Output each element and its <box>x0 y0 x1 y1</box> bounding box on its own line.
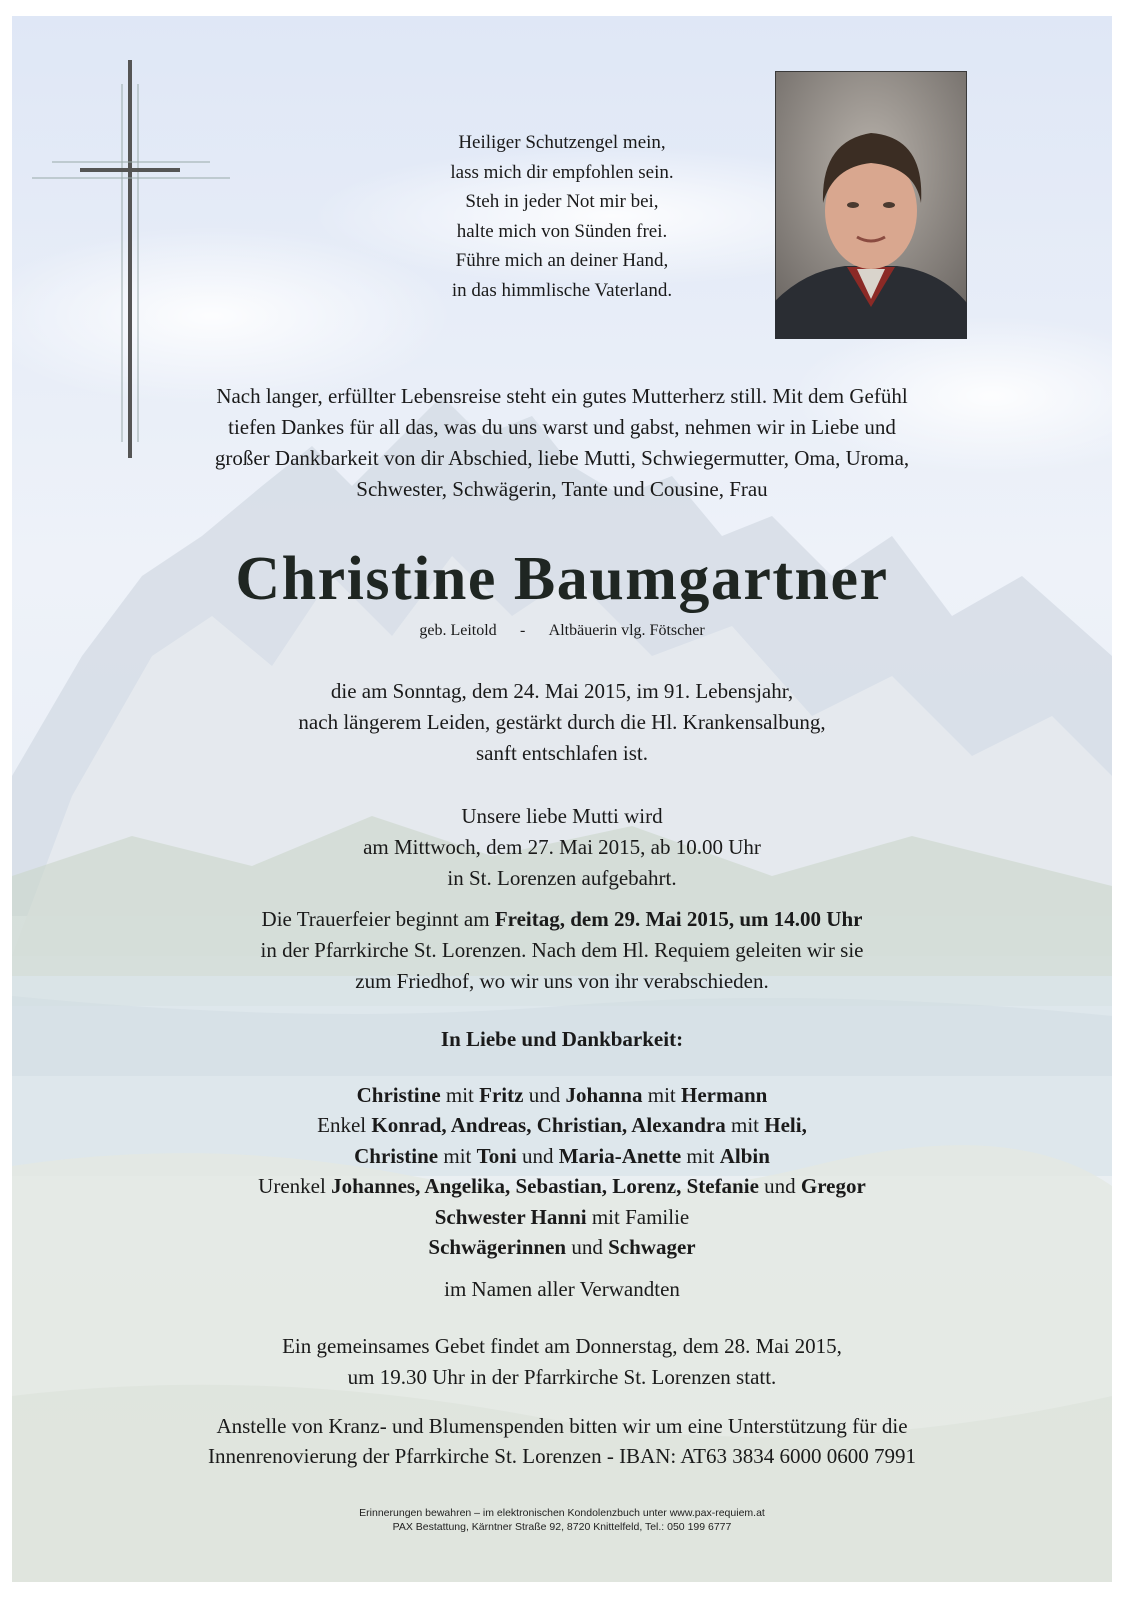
prayer-line: Steh in jeder Not mir bei, <box>465 191 659 213</box>
family-line <box>12 1171 1112 1201</box>
family-name: Christine <box>356 1083 441 1107</box>
viewing-line: am Mittwoch, dem 27. Mai 2015, ab 10.00 Uhr <box>363 835 761 859</box>
family-connector: und <box>758 1174 801 1199</box>
viewing-line: in St. Lorenzen aufgebahrt. <box>447 866 677 890</box>
family-name: Hermann <box>681 1083 768 1107</box>
family-line <box>12 1080 1112 1110</box>
family-connector: Urenkel <box>258 1174 332 1199</box>
family-name: Johanna <box>565 1083 643 1107</box>
funeral-prefix: Die Trauerfeier beginnt am <box>261 907 495 931</box>
prayer-gathering <box>12 1331 1112 1393</box>
family-connector: mit <box>440 1083 480 1107</box>
prayer-line: Heiliger Schutzengel mein, <box>458 132 666 153</box>
family-name: Fritz <box>479 1083 524 1107</box>
family-connector: mit Familie <box>586 1204 690 1229</box>
intro-line: Schwester, Schwägerin, Tante und Cousine, Frau <box>356 477 768 501</box>
footer <box>12 1506 1112 1534</box>
family-name: Albin <box>719 1143 770 1168</box>
family-list <box>12 1080 1112 1262</box>
intro-line: tiefen Dankes für all das, was du uns warst und gabst, nehmen wir in Liebe und <box>228 415 896 439</box>
deceased-name: Christine Baumgartner <box>235 545 889 613</box>
family-name: Heli, <box>764 1113 807 1138</box>
family-connector: mit <box>438 1143 477 1168</box>
separator: - <box>520 622 526 639</box>
birth-occupation <box>12 620 1112 642</box>
family-line <box>12 1110 1112 1140</box>
prayer-gathering-line: um 19.30 Uhr in der Pfarrkirche St. Lorenzen statt. <box>347 1365 777 1389</box>
footer-line: PAX Bestattung, Kärntner Straße 92, 8720 Knittelfeld, Tel.: 050 199 6777 <box>392 1521 732 1533</box>
family-name: Christine <box>354 1143 439 1168</box>
viewing-notice <box>12 801 1112 894</box>
prayer-line: lass mich dir empfohlen sein. <box>450 161 674 183</box>
death-notice <box>12 676 1112 769</box>
family-name: Toni <box>476 1143 517 1168</box>
funeral-notice <box>12 904 1112 997</box>
intro-line: großer Dankbarkeit von dir Abschied, liebe Mutti, Schwiegermutter, Oma, Uroma, <box>214 446 910 470</box>
funeral-line: in der Pfarrkirche St. Lorenzen. Nach dem Hl. Requiem geleiten wir sie <box>260 938 864 962</box>
intro-line: Nach langer, erfüllter Lebensreise steht ein gutes Mutterherz still. Mit dem Gefühl <box>216 384 908 408</box>
death-line: nach längerem Leiden, gestärkt durch die Hl. Krankensalbung, <box>298 710 826 734</box>
family-name: Maria-Anette <box>558 1143 682 1168</box>
prayer-gathering-line: Ein gemeinsames Gebet findet am Donnerstag, dem 28. Mai 2015, <box>282 1334 842 1358</box>
thanks-heading: In Liebe und Dankbarkeit: <box>440 1027 684 1051</box>
donation-notice <box>12 1411 1112 1471</box>
death-line: sanft entschlafen ist. <box>475 741 649 765</box>
relatives-line: im Namen aller Verwandten <box>444 1277 680 1301</box>
donation-line: Anstelle von Kranz- und Blumenspenden bitten wir um eine Unterstützung für die <box>216 1414 908 1438</box>
family-connector: mit <box>642 1083 682 1107</box>
death-line: die am Sonntag, dem 24. Mai 2015, im 91. Lebensjahr, <box>330 679 794 703</box>
family-connector: und <box>566 1235 609 1260</box>
obituary-sheet <box>12 16 1112 1582</box>
prayer-line: Führe mich an deiner Hand, <box>455 250 669 272</box>
family-name: Gregor <box>800 1174 866 1199</box>
funeral-date: Freitag, dem 29. Mai 2015, um 14.00 Uhr <box>494 907 863 931</box>
family-connector: und <box>516 1143 559 1168</box>
prayer-line: in das himmlische Vaterland. <box>451 279 673 301</box>
family-name: Schwägerinnen <box>428 1235 567 1260</box>
footer-line: Erinnerungen bewahren – im elektronischen Kondolenzbuch unter www.pax-requiem.at <box>359 1507 765 1519</box>
family-name: Schwester Hanni <box>434 1204 587 1229</box>
prayer-verse <box>12 128 1112 306</box>
family-connector: und <box>523 1083 566 1107</box>
family-line <box>12 1232 1112 1262</box>
donation-line: Innenrenovierung der Pfarrkirche St. Lorenzen - IBAN: AT63 3834 6000 0600 7991 <box>207 1444 916 1468</box>
funeral-line: zum Friedhof, wo wir uns von ihr verabschieden. <box>355 969 769 993</box>
family-connector: Enkel <box>317 1113 372 1138</box>
occupation: Altbäuerin vlg. Fötscher <box>548 622 705 639</box>
intro-paragraph <box>12 381 1112 505</box>
family-line <box>12 1141 1112 1171</box>
birth-name: geb. Leitold <box>419 622 497 639</box>
family-name: Schwager <box>608 1235 696 1260</box>
family-connector: mit <box>681 1143 720 1168</box>
funeral-line <box>12 904 1112 935</box>
prayer-line: halte mich von Sünden frei. <box>456 220 668 242</box>
family-name: Konrad, Andreas, Christian, Alexandra <box>371 1113 726 1138</box>
family-line <box>12 1202 1112 1232</box>
viewing-line: Unsere liebe Mutti wird <box>461 804 663 828</box>
family-connector: mit <box>725 1113 765 1138</box>
family-name: Johannes, Angelika, Sebastian, Lorenz, Stefanie <box>331 1174 759 1199</box>
